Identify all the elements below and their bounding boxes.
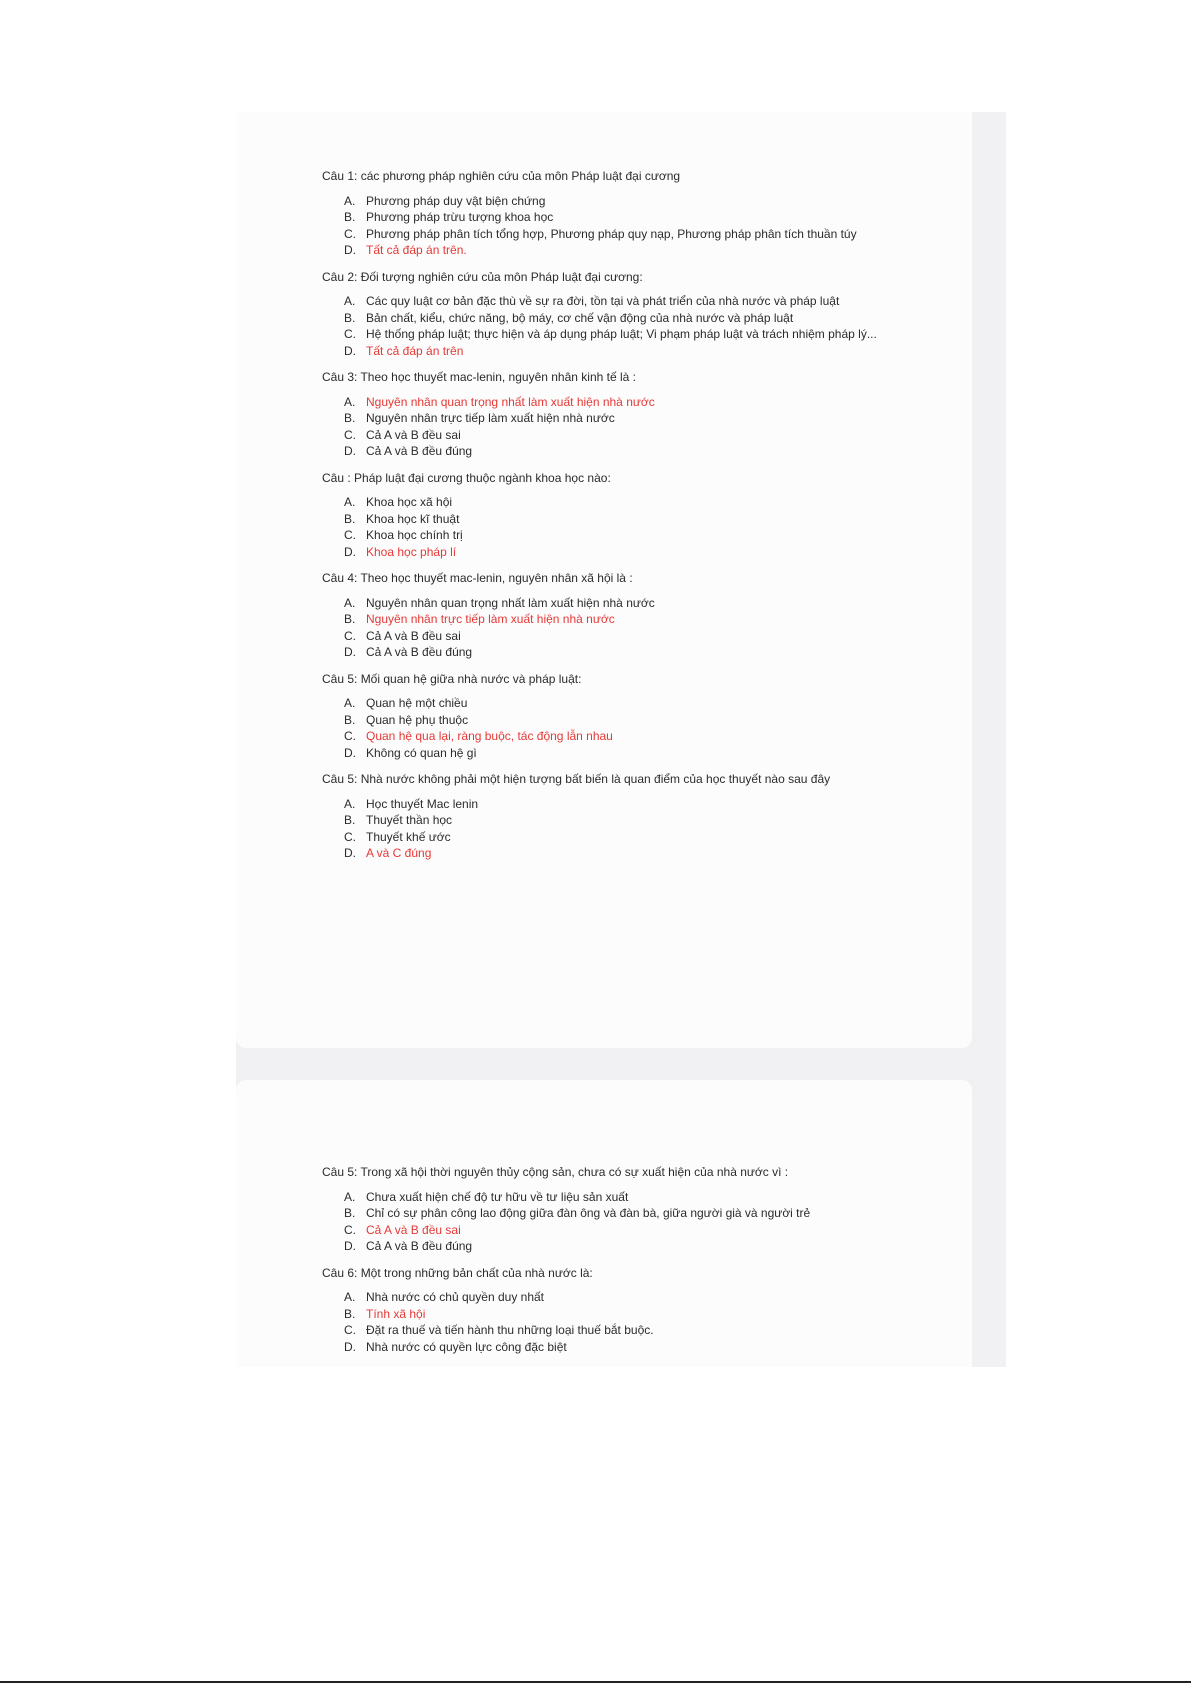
option-text: Phương pháp trừu tượng khoa học <box>366 210 554 224</box>
option-letter: D. <box>344 846 356 860</box>
question-block <box>322 369 922 460</box>
answer-option <box>344 410 922 427</box>
answer-option <box>344 1339 922 1356</box>
option-text: Cả A và B đều đúng <box>366 645 473 659</box>
answer-option <box>344 293 922 310</box>
question-block <box>322 771 922 862</box>
answer-option-correct <box>344 845 922 862</box>
document-page-1 <box>236 112 972 1048</box>
document-page-2 <box>236 1080 972 1367</box>
option-letter: D. <box>344 1339 356 1354</box>
answer-option <box>344 1322 922 1339</box>
option-letter: B. <box>344 511 356 526</box>
option-letter: B. <box>344 411 356 425</box>
question-title: Câu 3: Theo học thuyết mac-lenin, nguyên nhân kinh tế là : <box>322 370 636 384</box>
option-letter: C. <box>344 327 356 341</box>
option-text: A và C đúng <box>366 846 432 860</box>
option-letter: A. <box>344 696 356 710</box>
question-title: Câu 5: Mối quan hệ giữa nhà nước và pháp luật: <box>322 671 582 686</box>
option-letter: A. <box>344 495 356 509</box>
option-letter: C. <box>344 829 356 844</box>
option-letter: B. <box>344 612 356 626</box>
question-title: Câu 5: Nhà nước không phải một hiện tượng bất biến là quan điểm của học thuyết nào sau đây <box>322 772 831 786</box>
option-text: Bản chất, kiểu, chức năng, bộ máy, cơ chế vận động của nhà nước và pháp luật <box>366 310 794 325</box>
option-letter: B. <box>344 210 356 224</box>
option-text: Phương pháp phân tích tổng hợp, Phương pháp quy nạp, Phương pháp phân tích thuần túy <box>366 226 857 241</box>
question-block <box>322 1164 922 1255</box>
question-block <box>322 570 922 661</box>
option-letter: C. <box>344 729 356 743</box>
option-text: Tất cả đáp án trên <box>366 343 464 358</box>
question-block <box>322 671 922 762</box>
option-text: Khoa học kĩ thuật <box>366 511 460 526</box>
question-title: Câu 6: Một trong những bản chất của nhà nước là: <box>322 1265 593 1280</box>
option-letter: A. <box>344 394 356 409</box>
question-block <box>322 1265 922 1356</box>
option-text: Nhà nước có quyền lực công đặc biệt <box>366 1339 567 1354</box>
answer-options <box>322 494 922 560</box>
option-letter: A. <box>344 193 356 208</box>
option-text: Tất cả đáp án trên. <box>366 243 467 257</box>
answer-option <box>344 1189 922 1206</box>
answer-option <box>344 494 922 511</box>
option-letter: D. <box>344 444 356 458</box>
option-letter: C. <box>344 628 356 643</box>
answer-option <box>344 644 922 661</box>
answer-option <box>344 712 922 729</box>
option-letter: C. <box>344 1222 356 1237</box>
option-letter: D. <box>344 544 356 559</box>
option-letter: C. <box>344 427 356 442</box>
option-text: Cả A và B đều sai <box>366 1222 461 1237</box>
answer-option <box>344 326 922 343</box>
answer-options <box>322 293 922 359</box>
option-text: Khoa học xã hội <box>366 495 453 509</box>
option-text: Nguyên nhân trực tiếp làm xuất hiện nhà nước <box>366 411 615 425</box>
answer-option-correct <box>344 611 922 628</box>
option-text: Phương pháp duy vật biện chứng <box>366 193 546 208</box>
answer-option <box>344 193 922 210</box>
question-title: Câu 2: Đối tượng nghiên cứu của môn Pháp luật đại cương: <box>322 269 643 284</box>
option-letter: A. <box>344 1290 356 1304</box>
option-letter: C. <box>344 226 356 241</box>
option-letter: B. <box>344 712 356 727</box>
answer-option-correct <box>344 544 922 561</box>
answer-option-correct <box>344 394 922 411</box>
option-letter: D. <box>344 645 356 659</box>
answer-option <box>344 1289 922 1306</box>
option-text: Quan hệ một chiều <box>366 696 468 710</box>
answer-option <box>344 796 922 813</box>
question-list-page-2 <box>322 1164 922 1365</box>
option-text: Nhà nước có chủ quyền duy nhất <box>366 1290 545 1304</box>
option-text: Đặt ra thuế và tiến hành thu những loại thuế bắt buộc. <box>366 1323 654 1337</box>
answer-option-correct <box>344 242 922 259</box>
answer-option-correct <box>344 1222 922 1239</box>
question-block <box>322 269 922 360</box>
option-letter: B. <box>344 1306 356 1321</box>
option-text: Thuyết khế ước <box>366 829 451 844</box>
option-letter: B. <box>344 310 356 325</box>
option-letter: D. <box>344 343 356 358</box>
answer-options <box>322 1189 922 1255</box>
option-text: Các quy luật cơ bản đặc thù về sự ra đời, tồn tại và phát triển của nhà nước và pháp luật <box>366 294 840 308</box>
answer-option <box>344 1205 922 1222</box>
option-text: Khoa học pháp lí <box>366 544 457 559</box>
question-title: Câu : Pháp luật đại cương thuộc ngành khoa học nào: <box>322 470 611 485</box>
answer-option <box>344 812 922 829</box>
option-letter: D. <box>344 1239 356 1253</box>
option-text: Chỉ có sự phân công lao động giữa đàn ông và đàn bà, giữa người già và người trẻ <box>366 1206 811 1220</box>
answer-option <box>344 226 922 243</box>
option-text: Nguyên nhân quan trọng nhất làm xuất hiện nhà nước <box>366 595 655 610</box>
answer-option <box>344 695 922 712</box>
option-letter: A. <box>344 1189 356 1204</box>
option-letter: C. <box>344 528 356 542</box>
answer-option <box>344 427 922 444</box>
answer-option <box>344 443 922 460</box>
option-letter: D. <box>344 745 356 760</box>
question-block <box>322 470 922 561</box>
answer-options <box>322 695 922 761</box>
answer-option <box>344 628 922 645</box>
answer-options <box>322 595 922 661</box>
question-block <box>322 168 922 259</box>
option-text: Cả A và B đều sai <box>366 427 461 442</box>
option-text: Khoa học chính trị <box>366 528 463 542</box>
answer-option <box>344 595 922 612</box>
option-text: Không có quan hệ gì <box>366 745 477 760</box>
option-letter: B. <box>344 813 356 827</box>
option-text: Nguyên nhân quan trọng nhất làm xuất hiện nhà nước <box>366 394 655 409</box>
option-text: Tính xã hội <box>366 1306 426 1321</box>
answer-option <box>344 511 922 528</box>
option-text: Học thuyết Mac lenin <box>366 796 479 811</box>
answer-options <box>322 394 922 460</box>
option-text: Cả A và B đều sai <box>366 628 461 643</box>
option-text: Hệ thống pháp luật; thực hiện và áp dụng pháp luật; Vi phạm pháp luật và trách nhiệm pháp lý... <box>366 327 877 341</box>
question-list-page-1 <box>322 168 922 872</box>
answer-option-correct <box>344 1306 922 1323</box>
answer-option <box>344 209 922 226</box>
option-letter: D. <box>344 243 356 257</box>
answer-options <box>322 1289 922 1355</box>
answer-option-correct <box>344 343 922 360</box>
question-title: Câu 5: Trong xã hội thời nguyên thủy cộng sản, chưa có sự xuất hiện của nhà nước vì : <box>322 1165 789 1179</box>
answer-option <box>344 829 922 846</box>
option-text: Quan hệ qua lại, ràng buộc, tác động lẫn nhau <box>366 729 613 743</box>
answer-option <box>344 745 922 762</box>
option-text: Cả A và B đều đúng <box>366 444 473 458</box>
option-letter: A. <box>344 595 356 610</box>
answer-option <box>344 1238 922 1255</box>
option-text: Thuyết thần học <box>366 813 453 827</box>
question-title: Câu 4: Theo học thuyết mac-lenin, nguyên nhân xã hội là : <box>322 571 633 585</box>
option-letter: A. <box>344 294 356 308</box>
answer-option-correct <box>344 728 922 745</box>
option-letter: C. <box>344 1323 356 1337</box>
answer-options <box>322 796 922 862</box>
answer-option <box>344 527 922 544</box>
option-text: Quan hệ phụ thuộc <box>366 712 469 727</box>
answer-option <box>344 310 922 327</box>
option-text: Nguyên nhân trực tiếp làm xuất hiện nhà nước <box>366 612 615 626</box>
option-letter: B. <box>344 1206 356 1220</box>
option-text: Cả A và B đều đúng <box>366 1239 473 1253</box>
bottom-divider <box>0 1681 1191 1683</box>
answer-options <box>322 193 922 259</box>
question-title: Câu 1: các phương pháp nghiên cứu của môn Pháp luật đại cương <box>322 169 681 183</box>
option-text: Chưa xuất hiện chế độ tư hữu về tư liệu sản xuất <box>366 1189 629 1204</box>
option-letter: A. <box>344 796 356 811</box>
